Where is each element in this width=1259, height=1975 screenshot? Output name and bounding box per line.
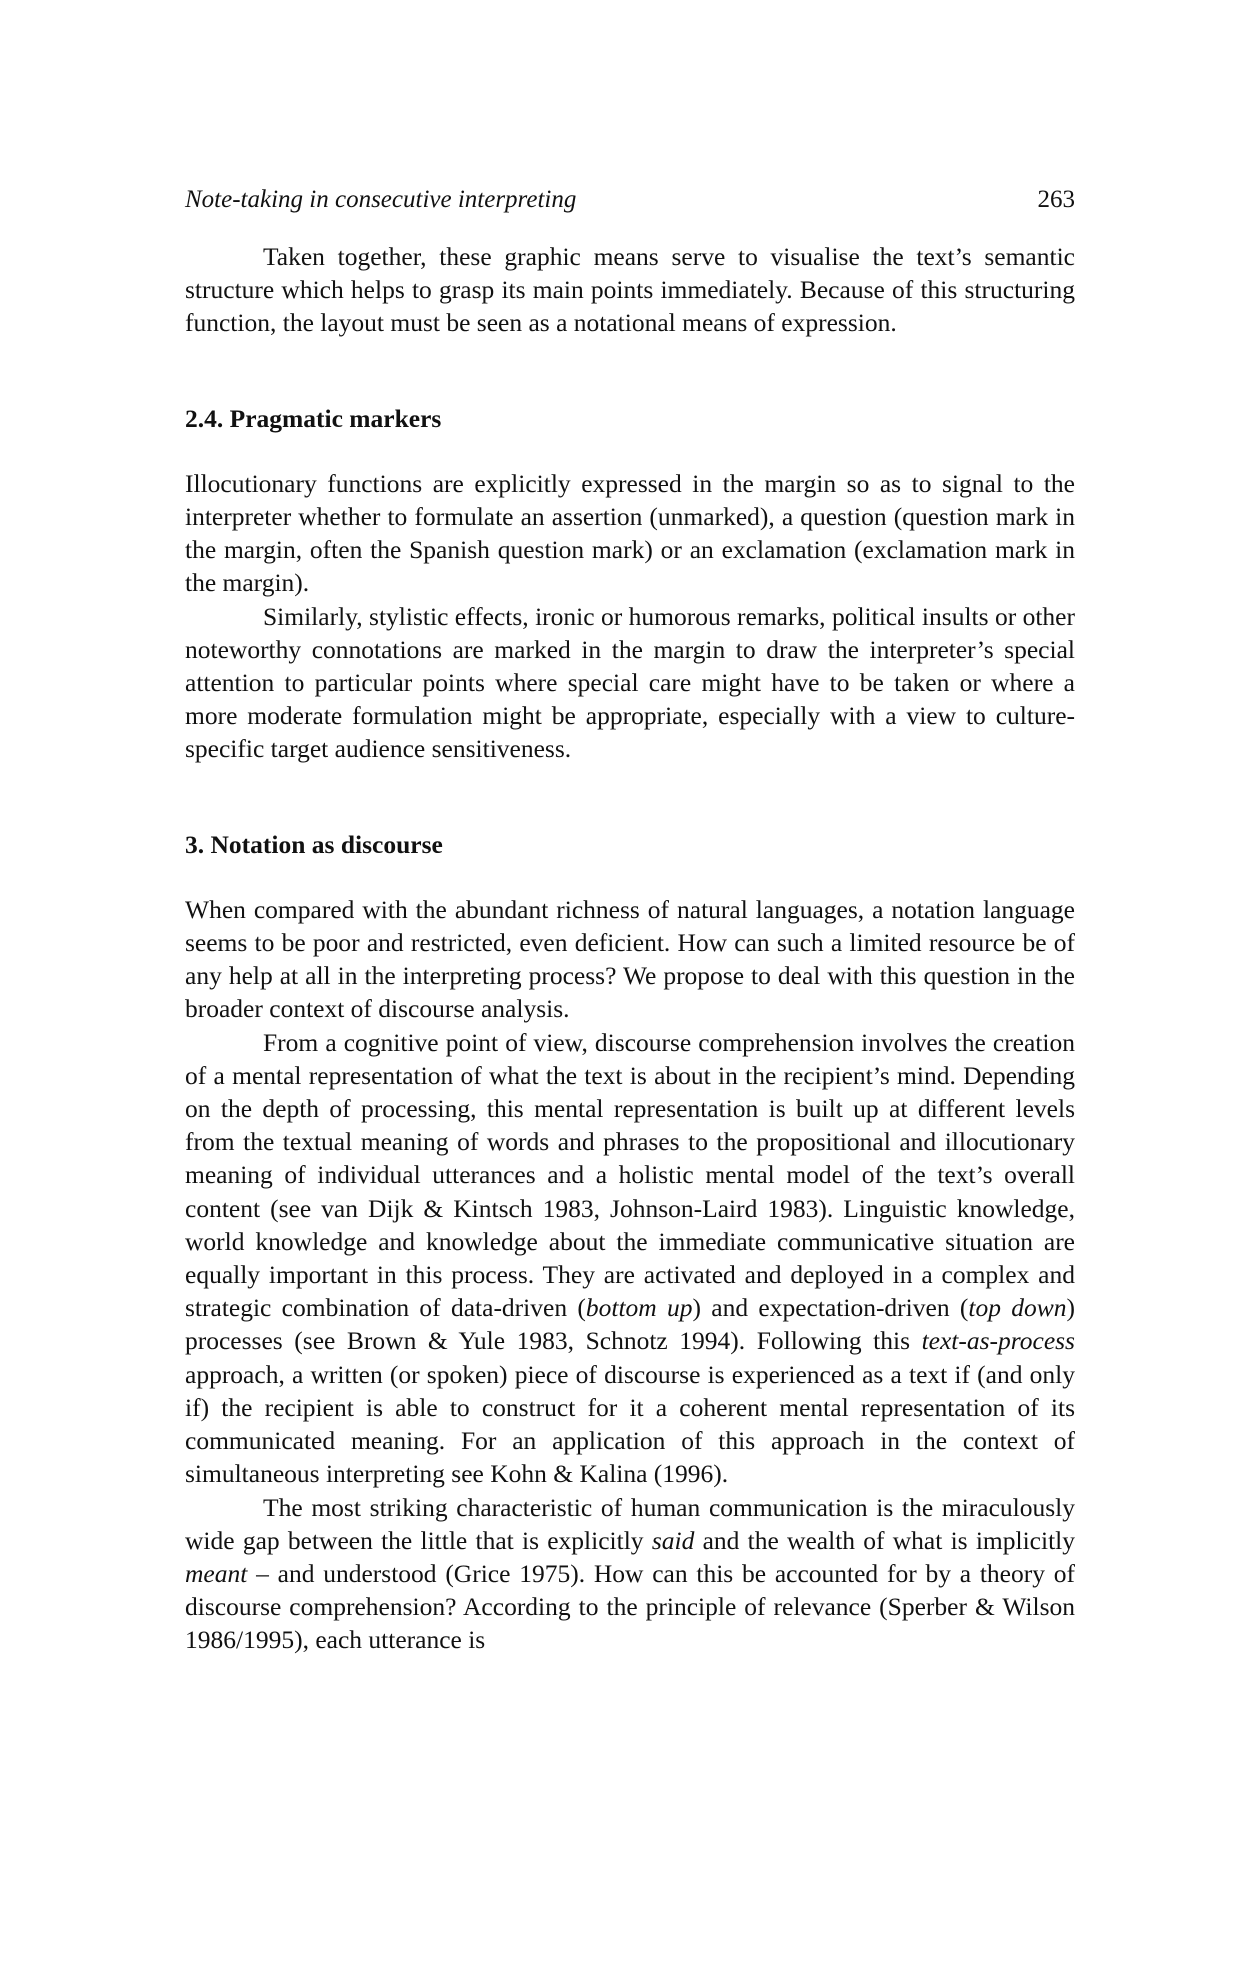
discourse-paragraph-3 — [185, 1491, 1075, 1657]
section-heading-pragmatic-markers: 2.4. Pragmatic markers — [185, 403, 442, 433]
paragraph-text: ) and expectation-driven ( — [692, 1293, 969, 1323]
paragraph-text: ) processes (see Brown & Yule 1983, Schnotz 1994). Following this — [185, 1293, 1076, 1356]
running-head — [185, 180, 1075, 220]
page-number: 263 — [1037, 186, 1075, 213]
paragraph-text: and the wealth of what is implicitly — [694, 1525, 1076, 1555]
discourse-paragraph-1: When compared with the abundant richness of natural languages, a notation language seems to be poor and restricted, even deficient. How can such a limited resource be of any help at all in the interpreting process? We propose to deal with this question in the broader context of discourse analysis. — [185, 894, 1075, 1024]
pragmatic-markers-paragraph-2: Similarly, stylistic effects, ironic or humorous remarks, political insults or other noteworthy connotations are marked in the margin to draw the interpreter’s special attention to particular points where special care might have to be taken or where a more moderate formulation might be appropriate, especially with a view to culture-specific target audience sensitiveness. — [185, 601, 1075, 764]
paragraph-text: The most striking characteristic of human communication is the miraculously wide gap between the little that is explicitly — [185, 1492, 1075, 1555]
italic-term: top down — [968, 1293, 1067, 1323]
pragmatic-markers-paragraph-1: Illocutionary functions are explicitly expressed in the margin so as to signal to the interpreter whether to formulate an assertion (unmarked), a question (question mark in the margin, often the Spanish question mark) or an exclamation (exclamation mark in the margin). — [185, 468, 1075, 598]
paragraph-text: – and understood (Grice 1975). How can this be accounted for by a theory of discourse comprehension? According to the principle of relevance (Sperber & Wilson 1986/1995), each utterance is — [185, 1558, 1075, 1655]
italic-term: text-as-process — [921, 1326, 1075, 1356]
intro-paragraph: Taken together, these graphic means serve to visualise the text’s semantic structure which helps to grasp its main points immediately. Because of this structuring function, the layout must be seen as a notational means of expression. — [185, 242, 1075, 338]
italic-term: bottom up — [585, 1293, 693, 1323]
paragraph-text: From a cognitive point of view, discourse comprehension involves the creation of a mental representation of what the text is about in the recipient’s mind. Depending on the depth of processing, this mental representation is built up at different levels from the textual meaning of words and phrases to the propositional and illocutionary meaning of individual utterances and a holistic mental model of the text’s overall content (see van Dijk & Kintsch 1983, Johnson-Laird 1983). Linguistic knowledge, world knowledge and knowledge about the immediate communicative situation are equally important in this process. They are activated and deployed in a complex and strategic combination of data-driven ( — [185, 1027, 1075, 1323]
italic-term: said — [651, 1525, 695, 1555]
page — [185, 180, 1075, 1657]
discourse-paragraph-2 — [185, 1026, 1075, 1491]
running-title: Note-taking in consecutive interpreting — [185, 186, 577, 213]
paragraph-text: approach, a written (or spoken) piece of discourse is experienced as a text if (and only if) the recipient is able to construct for it a coherent mental representation of its communicated meaning. For an application of this approach in the context of simultaneous interpreting see Kohn & Kalina (1996). — [185, 1359, 1075, 1489]
section-heading-notation-as-discourse: 3. Notation as discourse — [185, 829, 443, 859]
italic-term: meant — [185, 1558, 248, 1588]
